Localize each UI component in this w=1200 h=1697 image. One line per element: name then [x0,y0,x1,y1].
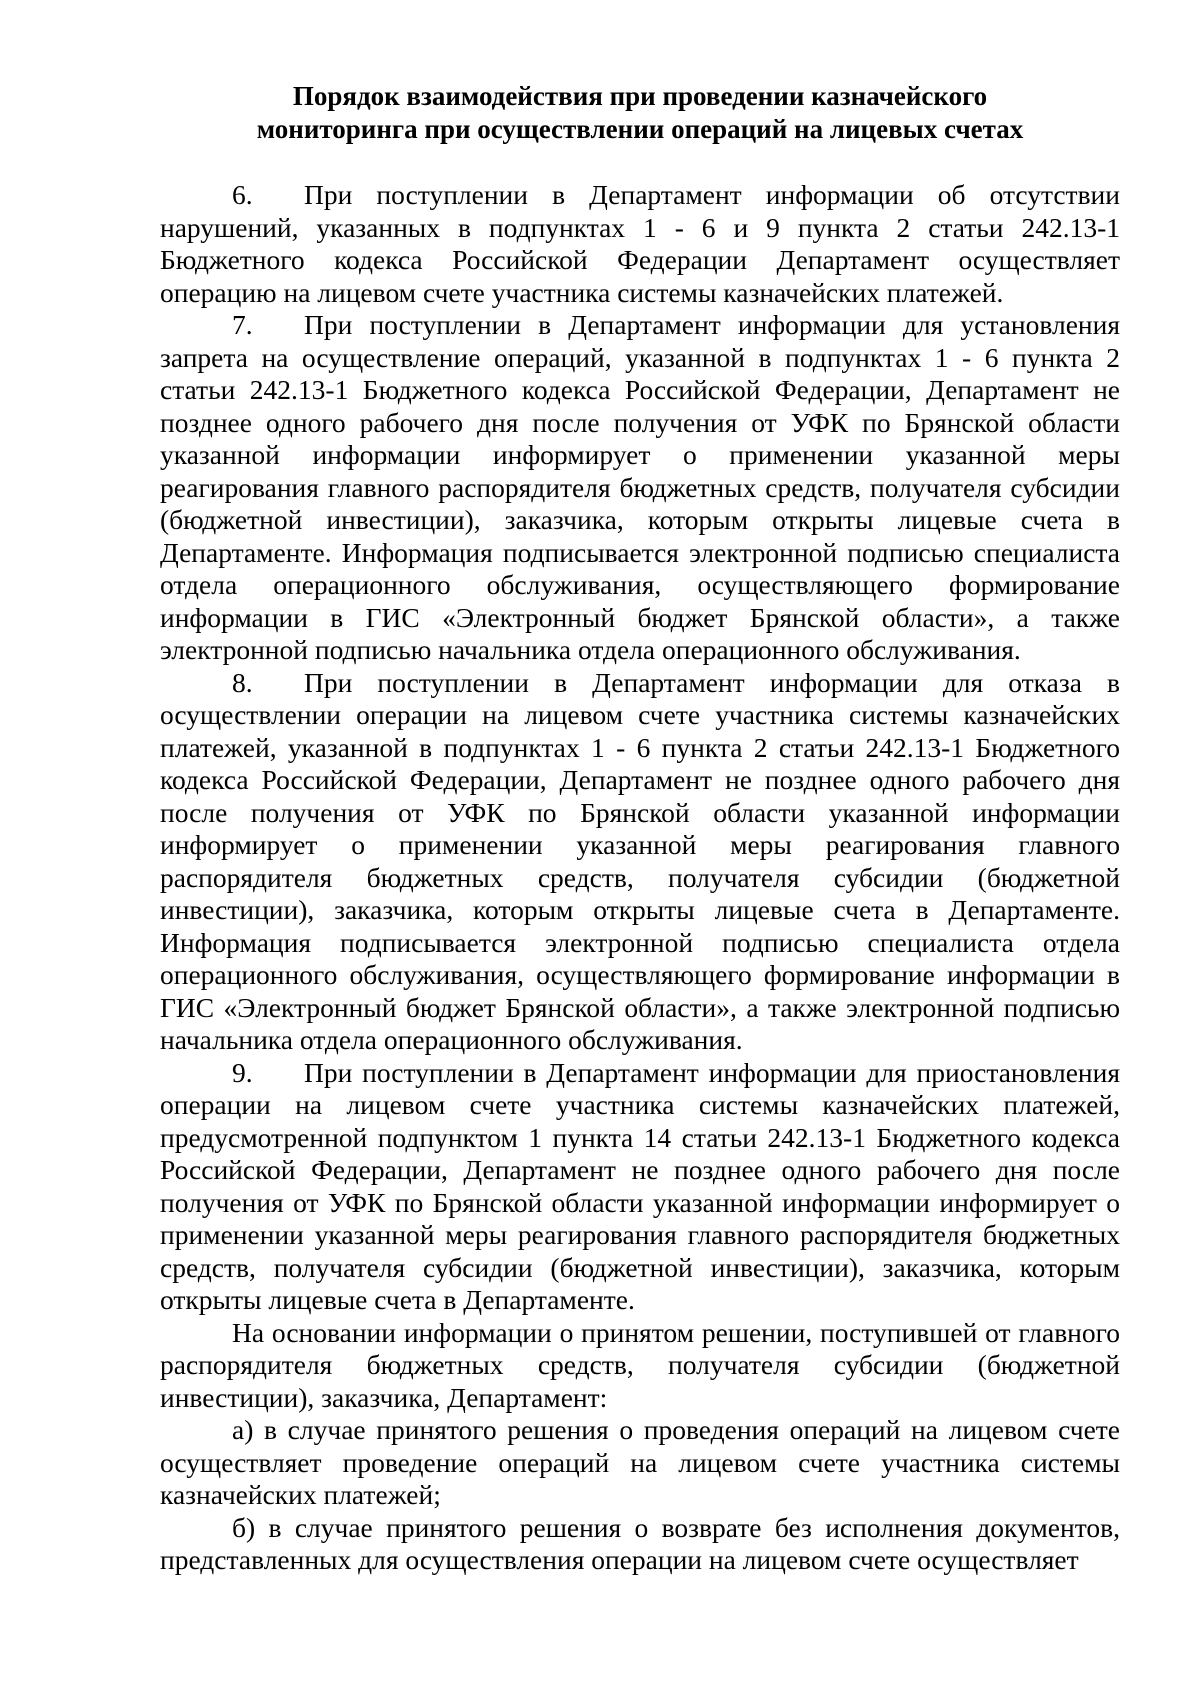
paragraph-item-b [160,1512,1120,1577]
paragraph-number: 7. [232,309,253,340]
paragraph-text: б) в случае принятого решения о возврате без исполнения документов, представленных для осуществления операции на лицевом счете осуществляет [160,1511,1120,1575]
paragraph-text: а) в случае принятого решения о проведения операций на лицевом счете осуществляет проведение операций на лицевом счете участника системы казначейских платежей; [160,1414,1120,1510]
paragraph-text: На основании информации о принятом решении, поступившей от главного распорядителя бюджетных средств, получателя субсидии (бюджетной инвестиции), заказчика, Департамент: [160,1316,1120,1413]
paragraph-9 [160,1057,1120,1317]
document-title [160,80,1120,146]
paragraph-item-a [160,1414,1120,1512]
document-body [160,179,1120,1577]
document-title-line-1: Порядок взаимодействия при проведении казначейского [292,81,988,111]
paragraph-text: При поступлении в Департамент информации для отказа в осуществлении операции на лицевом счете участника системы казначейских платежей, указанной в подпунктах 1 - 6 пункта 2 статьи 242.13-1 Бюджетного кодекса Российской Федерации, Департамент не позднее одного рабочего дня после получения от УФК по Брянской области указанной информации информирует о применении указанной меры реагирования главного распорядителя бюджетных средств, получателя субсидии (бюджетной инвестиции), заказчика, которым открыты лицевые счета в Департаменте. Информация подписывается электронной подписью специалиста отдела операционного обслуживания, осуществляющего формирование информации в ГИС «Электронный бюджет Брянской области», а также электронной подписью начальника отдела операционного обслуживания. [160,666,1120,1055]
paragraph-number: 8. [232,666,253,698]
paragraph-decision-intro [160,1317,1120,1415]
paragraph-7 [160,309,1120,667]
paragraph-text: При поступлении в Департамент информации для приостановления операции на лицевом счете участника системы казначейских платежей, предусмотренной подпунктом 1 пункта 14 статьи 242.13-1 Бюджетного кодекса Российской Федерации, Департамент не позднее одного рабочего дня после получения от УФК по Брянской области указанной информации информирует о применении указанной меры реагирования главного распорядителя бюджетных средств, получателя субсидии (бюджетной инвестиции), заказчика, которым открыты лицевые счета в Департаменте. [160,1056,1120,1315]
document-title-line-2: мониторинга при осуществлении операций на лицевых счетах [256,114,1024,144]
paragraph-text: При поступлении в Департамент информации об отсутствии нарушений, указанных в подпунктах 1 - 6 и 9 пункта 2 статьи 242.13-1 Бюджетного кодекса Российской Федерации Департамент осуществляет операцию на лицевом счете участника системы казначейских платежей. [160,179,1120,308]
paragraph-6 [160,179,1120,309]
paragraph-8 [160,667,1120,1057]
paragraph-number: 9. [232,1056,253,1088]
paragraph-text: При поступлении в Департамент информации для установления запрета на осуществление операций, указанной в подпунктах 1 - 6 пункта 2 статьи 242.13-1 Бюджетного кодекса Российской Федерации, Департамент не позднее одного рабочего дня после получения от УФК по Брянской области указанной информации информирует о применении указанной меры реагирования главного распорядителя бюджетных средств, получателя субсидии (бюджетной инвестиции), заказчика, которым открыты лицевые счета в Департаменте. Информация подписывается электронной подписью специалиста отдела операционного обслуживания, осуществляющего формирование информации в ГИС «Электронный бюджет Брянской области», а также электронной подписью начальника отдела операционного обслуживания. [160,309,1120,665]
paragraph-number: 6. [232,179,253,210]
